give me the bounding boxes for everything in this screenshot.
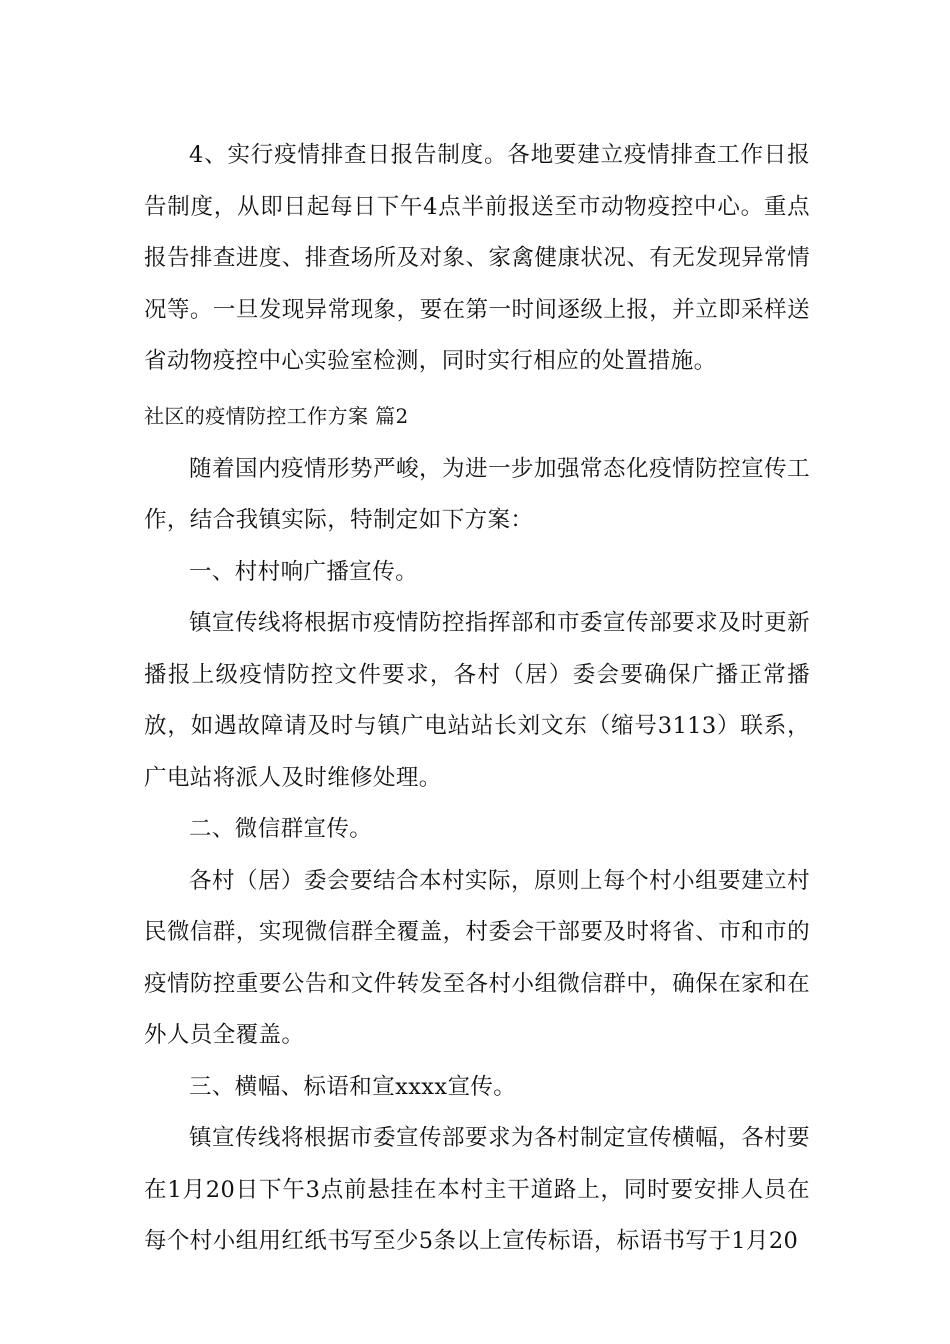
paragraph-banners: 镇宣传线将根据市委宣传部要求为各村制定宣传横幅，各村要在1月20日下午3点前悬挂在本村主干道路上，同时要安排人员在每个村小组用红纸书写至少5条以上宣传标语，标语书写于1月20	[144, 1125, 810, 1254]
paragraph-broadcast: 镇宣传线将根据市疫情防控指挥部和市委宣传部要求及时更新播报上级疫情防控文件要求，各村（居）委会要确保广播正常播放，如遇故障请及时与镇广电站站长刘文东（缩号3113）联系，广电站将派人及时维修处理。	[144, 610, 810, 791]
heading-banners: 三、横幅、标语和宣xxxx宣传。	[189, 1073, 517, 1100]
heading-broadcast: 一、村村响广播宣传。	[189, 558, 419, 585]
paragraph-daily-report: 4、实行疫情排查日报告制度。各地要建立疫情排查工作日报告制度，从即日起每日下午4点半前报送至市动物疫控中心。重点报告排查进度、排查场所及对象、家禽健康状况、有无发现异常情况等。一旦发现异常现象，要在第一时间逐级上报，并立即采样送省动物疫控中心实验室检测，同时实行相应的处置措施。	[144, 142, 810, 374]
paragraph-wechat: 各村（居）委会要结合本村实际，原则上每个村小组要建立村民微信群，实现微信群全覆盖，村委会干部要及时将省、市和市的疫情防控重要公告和文件转发至各村小组微信群中，确保在家和在外人员全覆盖。	[144, 867, 810, 1048]
section-title-plan-2: 社区的疫情防控工作方案 篇2	[144, 403, 409, 428]
heading-wechat: 二、微信群宣传。	[189, 816, 373, 842]
paragraph-intro: 随着国内疫情形势严峻，为进一步加强常态化疫情防控宣传工作，结合我镇实际，特制定如下方案：	[144, 455, 810, 533]
